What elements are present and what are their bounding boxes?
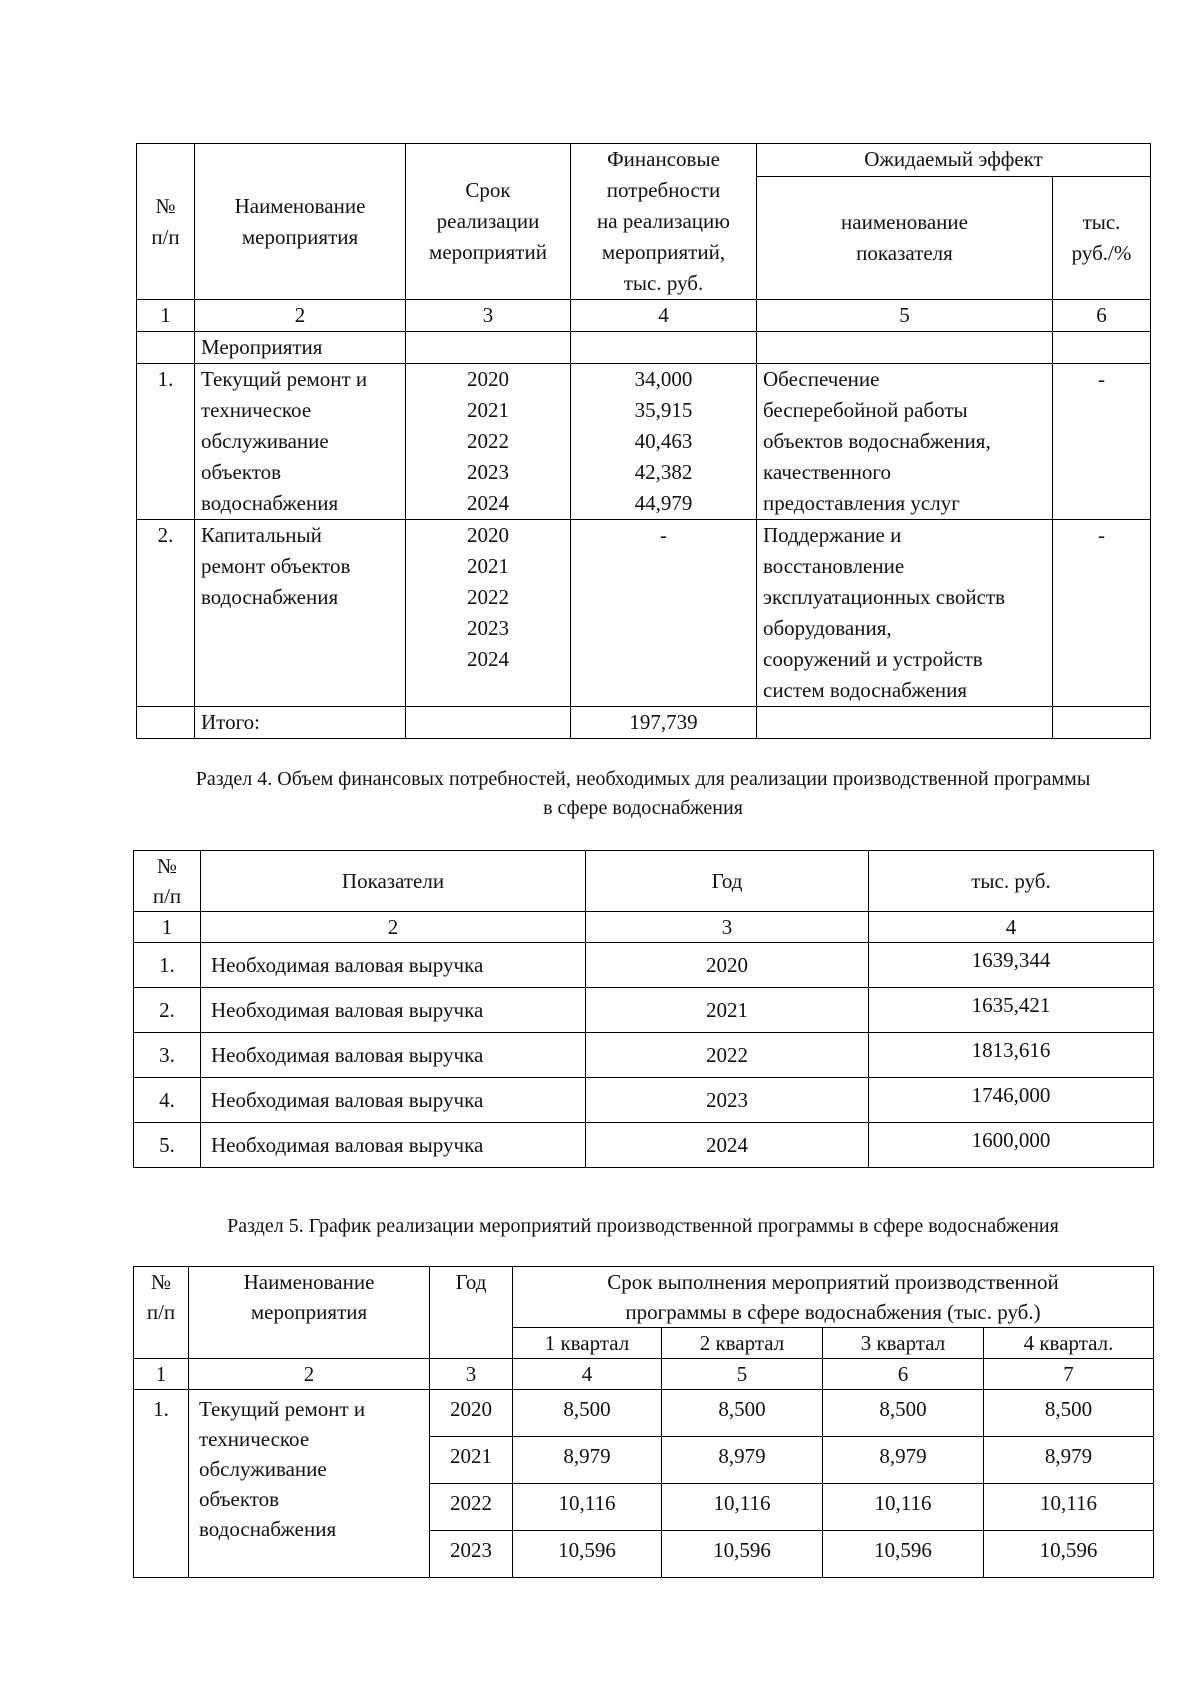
row-num: 1. <box>134 1390 189 1578</box>
row-name: Необходимая валовая выручка <box>201 1033 586 1078</box>
table-row <box>134 943 1154 988</box>
section-row <box>137 332 1151 364</box>
row-year: 2020 <box>586 943 869 988</box>
row-num: 5. <box>134 1123 201 1168</box>
header-num: № п/п <box>137 144 195 300</box>
row-year: 2021 <box>430 1437 513 1484</box>
schedule-table <box>133 1266 1154 1578</box>
header-name: Наименование мероприятия <box>195 144 406 300</box>
section-label: Мероприятия <box>195 332 406 364</box>
row-q4: 8,979 <box>984 1437 1154 1484</box>
row-years: 2020 2021 2022 2023 2024 <box>406 520 571 707</box>
header-quarter-1: 1 квартал <box>513 1328 662 1359</box>
header-indicator: наименование показателя <box>757 177 1053 300</box>
table-row <box>134 1123 1154 1168</box>
row-name: Необходимая валовая выручка <box>201 943 586 988</box>
table-row <box>137 364 1151 520</box>
row-value: 1600,000 <box>869 1123 1154 1168</box>
row-name: Капитальный ремонт объектов водоснабжения <box>195 520 406 707</box>
section5-caption: Раздел 5. График реализации мероприятий производственной программы в сфере водоснабжения <box>227 1215 1059 1237</box>
header-quarter-3: 3 квартал <box>823 1328 984 1359</box>
header-year: Год <box>586 851 869 912</box>
row-q2: 8,500 <box>662 1390 823 1437</box>
header-effect: Ожидаемый эффект <box>757 144 1151 177</box>
row-value: 1813,616 <box>869 1033 1154 1078</box>
row-finance: 34,000 35,915 40,463 42,382 44,979 <box>571 364 757 520</box>
row-q2: 8,979 <box>662 1437 823 1484</box>
row-name: Текущий ремонт и техническое обслуживание объектов водоснабжения <box>189 1390 430 1578</box>
row-name: Необходимая валовая выручка <box>201 1123 586 1168</box>
row-name: Необходимая валовая выручка <box>201 988 586 1033</box>
row-year: 2022 <box>430 1484 513 1531</box>
header-unit: тыс. руб./% <box>1053 177 1151 300</box>
row-year: 2023 <box>430 1531 513 1578</box>
row-unit: - <box>1053 520 1151 707</box>
row-q3: 8,500 <box>823 1390 984 1437</box>
row-q1: 8,500 <box>513 1390 662 1437</box>
header-name: Наименование мероприятия <box>189 1267 430 1359</box>
header-indicators: Показатели <box>201 851 586 912</box>
row-q1: 10,116 <box>513 1484 662 1531</box>
row-indicator: Поддержание и восстановление эксплуатационных свойств оборудования, сооружений и устройств систем водоснабжения <box>757 520 1053 707</box>
row-finance: - <box>571 520 757 707</box>
financial-needs-table <box>133 850 1154 1168</box>
table-row <box>134 1390 1154 1437</box>
activities-table <box>136 143 1151 739</box>
row-year: 2023 <box>586 1078 869 1123</box>
row-year: 2020 <box>430 1390 513 1437</box>
row-value: 1639,344 <box>869 943 1154 988</box>
row-year: 2022 <box>586 1033 869 1078</box>
header-finance: Финансовые потребности на реализацию мероприятий, тыс. руб. <box>571 144 757 300</box>
row-year: 2024 <box>586 1123 869 1168</box>
row-q3: 8,979 <box>823 1437 984 1484</box>
header-quarter-4: 4 квартал. <box>984 1328 1154 1359</box>
row-q3: 10,116 <box>823 1484 984 1531</box>
column-numbers-row: 1 2 3 4 5 6 <box>137 300 1151 332</box>
row-name: Необходимая валовая выручка <box>201 1078 586 1123</box>
header-term: Срок выполнения мероприятий производственной программы в сфере водоснабжения (тыс. руб.) <box>513 1267 1154 1328</box>
row-num: 1. <box>134 943 201 988</box>
row-q2: 10,116 <box>662 1484 823 1531</box>
row-q1: 10,596 <box>513 1531 662 1578</box>
row-num: 2. <box>137 520 195 707</box>
row-q1: 8,979 <box>513 1437 662 1484</box>
header-num: № п/п <box>134 851 201 912</box>
table-row <box>134 1078 1154 1123</box>
table-row <box>134 1033 1154 1078</box>
column-numbers-row: 1 2 3 4 <box>134 912 1154 943</box>
row-q4: 10,596 <box>984 1531 1154 1578</box>
total-row <box>137 707 1151 739</box>
row-num: 1. <box>137 364 195 520</box>
header-term: Срок реализации мероприятий <box>406 144 571 300</box>
column-numbers-row: 1 2 3 4 5 6 7 <box>134 1359 1154 1390</box>
row-unit: - <box>1053 364 1151 520</box>
row-q4: 8,500 <box>984 1390 1154 1437</box>
header-year: Год <box>430 1267 513 1359</box>
table-row <box>134 988 1154 1033</box>
row-value: 1746,000 <box>869 1078 1154 1123</box>
header-num: № п/п <box>134 1267 189 1359</box>
row-num: 2. <box>134 988 201 1033</box>
header-quarter-2: 2 квартал <box>662 1328 823 1359</box>
row-value: 1635,421 <box>869 988 1154 1033</box>
row-year: 2021 <box>586 988 869 1033</box>
row-q4: 10,116 <box>984 1484 1154 1531</box>
header-value: тыс. руб. <box>869 851 1154 912</box>
row-indicator: Обеспечение бесперебойной работы объектов водоснабжения, качественного предоставления услуг <box>757 364 1053 520</box>
row-q2: 10,596 <box>662 1531 823 1578</box>
total-label: Итого: <box>195 707 406 739</box>
table-row <box>137 520 1151 707</box>
row-years: 2020 2021 2022 2023 2024 <box>406 364 571 520</box>
row-num: 4. <box>134 1078 201 1123</box>
row-q3: 10,596 <box>823 1531 984 1578</box>
total-value: 197,739 <box>571 707 757 739</box>
section4-caption: Раздел 4. Объем финансовых потребностей, необходимых для реализации производственной программы в сфере водоснабжения <box>195 768 1091 819</box>
row-num: 3. <box>134 1033 201 1078</box>
row-name: Текущий ремонт и техническое обслуживание объектов водоснабжения <box>195 364 406 520</box>
